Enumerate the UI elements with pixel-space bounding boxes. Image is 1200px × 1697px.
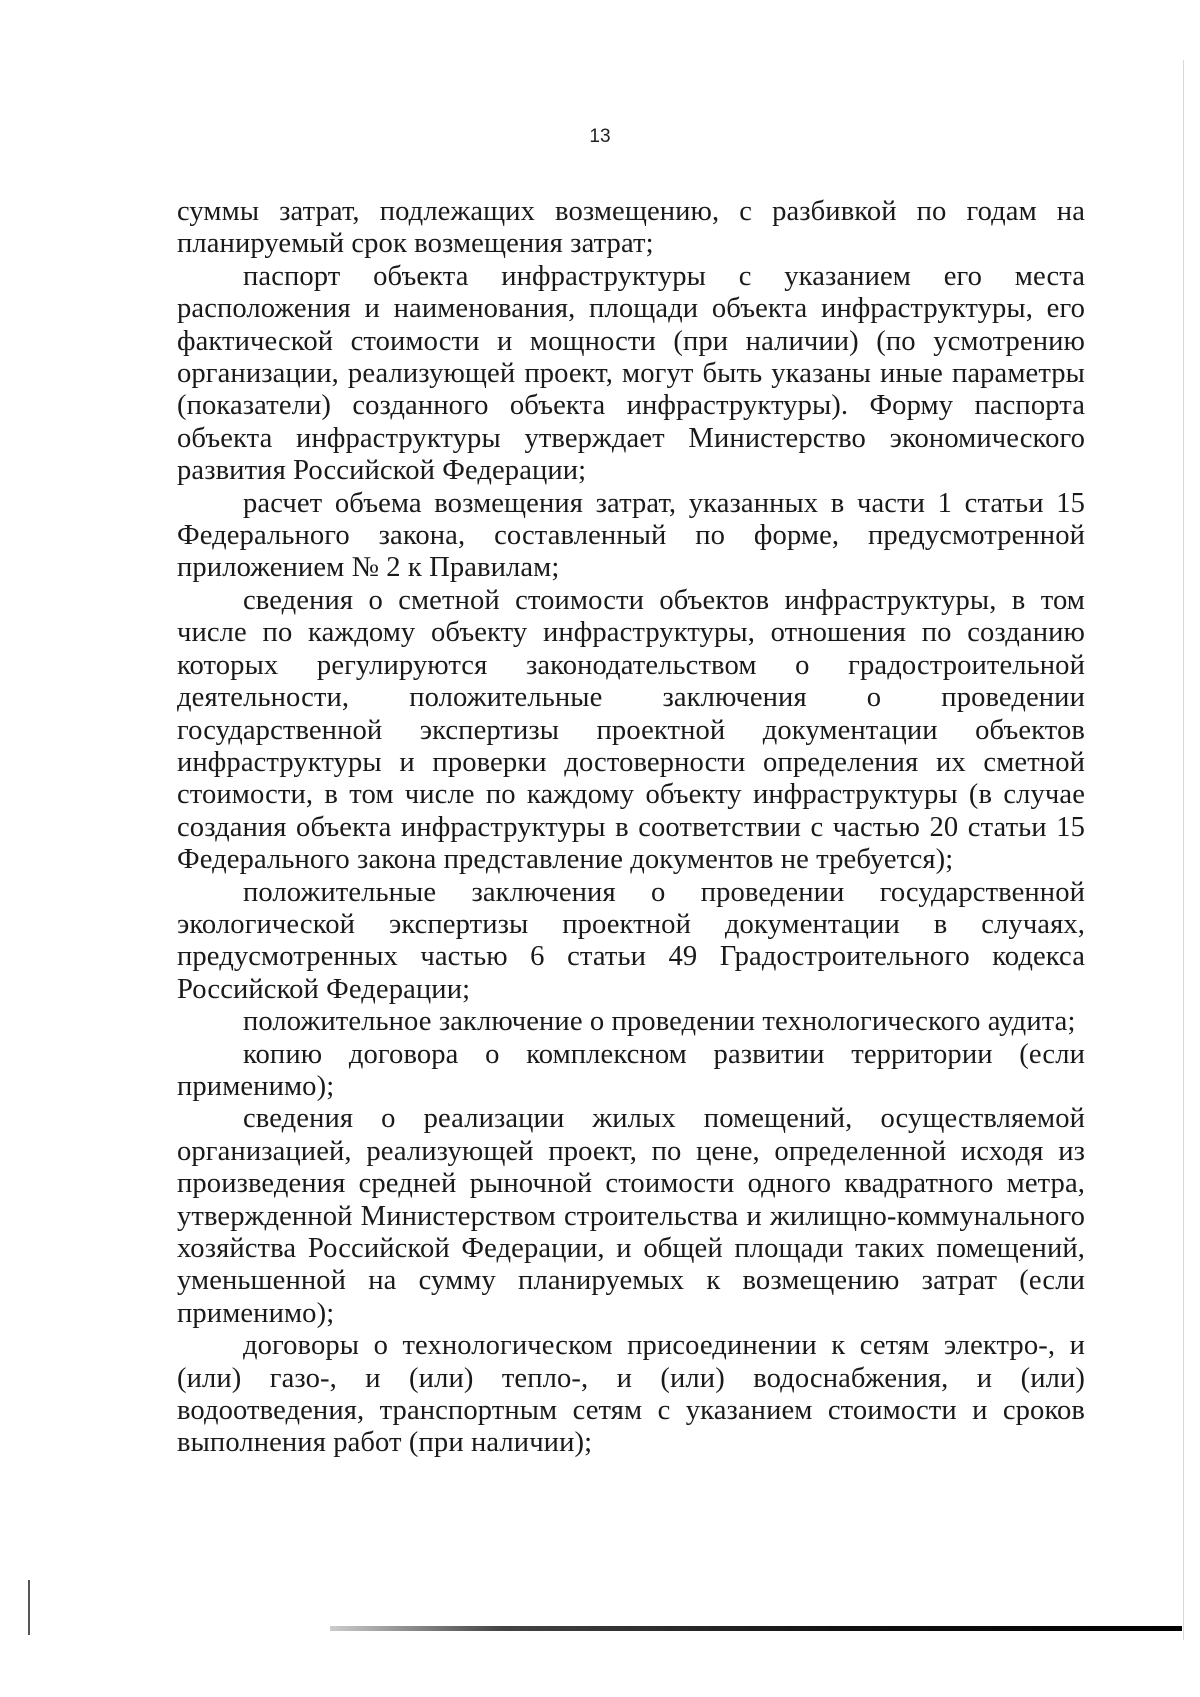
paragraph-5: положительные заключения о проведении государственной экологической экспертизы проектной документации в случаях, предусмотренных частью 6 статьи 49 Градостроительного кодекса Российской Федерации; [177,876,1085,1005]
paragraph-1: суммы затрат, подлежащих возмещению, с разбивкой по годам на планируемый срок возмещения затрат; [177,196,1085,260]
page-number: 13 [589,126,611,147]
paragraph-4: сведения о сметной стоимости объектов инфраструктуры, в том числе по каждому объекту инфраструктуры, отношения по созданию которых регулируются законодательством о градостроительной деятельности, положительные заключения о проведении государственной экспертизы проектной документации объектов инфраструктуры и проверки достоверности определения их сметной стоимости, в том числе по каждому объекту инфраструктуры (в случае создания объекта инфраструктуры в соответствии с частью 20 статьи 15 Федерального закона представление документов не требуется); [177,584,1085,876]
scan-edge-right [1183,60,1184,1640]
scan-edge-bottom [330,1626,1182,1631]
document-body [177,196,1085,1460]
paragraph-7: копию договора о комплексном развитии территории (если применимо); [177,1038,1085,1102]
scan-edge-left [28,1580,30,1635]
paragraph-8: сведения о реализации жилых помещений, осуществляемой организацией, реализующей проект, по цене, определенной исходя из произведения средней рыночной стоимости одного квадратного метра, утвержденной Министерством строительства и жилищно-коммунального хозяйства Российской Федерации, и общей площади таких помещений, уменьшенной на сумму планируемых к возмещению затрат (если применимо); [177,1103,1085,1329]
paragraph-3: расчет объема возмещения затрат, указанных в части 1 статьи 15 Федерального закона, составленный по форме, предусмотренной приложением № 2 к Правилам; [177,487,1085,584]
paragraph-2: паспорт объекта инфраструктуры с указанием его места расположения и наименования, площади объекта инфраструктуры, его фактической стоимости и мощности (при наличии) (по усмотрению организации, реализующей проект, могут быть указаны иные параметры (показатели) созданного объекта инфраструктуры). Форму паспорта объекта инфраструктуры утверждает Министерство экономического развития Российской Федерации; [177,260,1085,487]
paragraph-6: положительное заключение о проведении технологического аудита; [243,1006,1076,1038]
paragraph-9: договоры о технологическом присоединении к сетям электро-, и (или) газо-, и (или) тепло-, и (или) водоснабжения, и (или) водоотведения, транспортным сетям с указанием стоимости и сроков выполнения работ (при наличии); [177,1330,1085,1459]
